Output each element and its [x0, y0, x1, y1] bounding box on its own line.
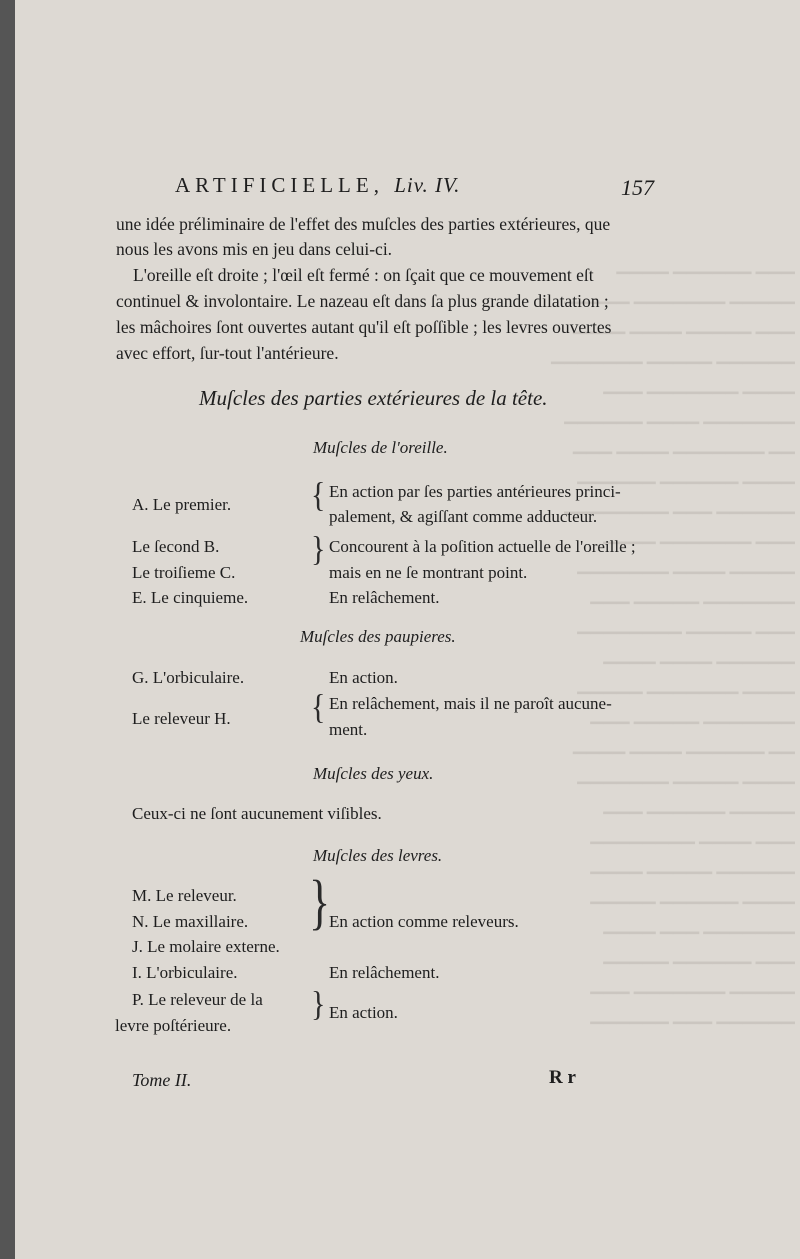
ear-second-label: Le ſecond B.	[132, 537, 220, 556]
lip-p-desc: En action.	[329, 1003, 398, 1022]
brace-icon: {	[311, 476, 326, 515]
brace-icon: }	[311, 530, 326, 569]
paragraph-line: avec effort, ſur-tout l'antérieure.	[116, 343, 339, 363]
brace-icon: }	[311, 985, 326, 1024]
page-number: 157	[621, 175, 654, 200]
bleed-through-shadow: ▁▁▁ ▁▁▁▁▁▁ ▁▁▁▁ ▁▁▁▁▁ ▁▁▁▁▁▁▁ ▁▁▁▁▁ ▁▁▁ ▁▁▁▁▁ ▁▁▁▁ ▁▁▁▁ ▁▁▁▁▁▁ ▁▁▁▁▁ ▁▁▁▁▁▁▁ ▁▁▁▁ ▁▁▁▁▁▁▁ ▁▁▁ ▁▁▁▁▁▁▁ ▁▁▁▁ ▁▁▁▁▁▁ ▁▁ ▁▁▁▁▁▁▁ ▁▁▁▁ ▁▁▁ ▁▁▁▁ ▁▁▁▁▁▁ ▁▁▁▁▁▁ ▁▁▁▁▁▁ ▁▁▁ ▁▁▁▁▁▁▁▁ ▁▁▁ ▁▁▁▁▁▁▁ ▁▁▁▁ ▁▁▁▁▁ ▁▁▁▁ ▁▁▁▁▁▁▁ ▁▁▁▁▁▁▁ ▁▁▁▁▁ ▁▁▁ ▁▁▁ ▁▁▁▁▁ ▁▁▁▁▁▁▁▁ ▁▁▁▁▁▁ ▁▁▁▁ ▁▁▁▁ ▁▁▁▁ ▁▁▁▁▁▁▁ ▁▁▁▁▁ ▁▁▁▁▁▁▁ ▁▁▁▁▁ ▁▁▁ ▁▁ ▁▁▁▁▁▁ ▁▁▁▁ ▁▁▁▁ ▁▁▁▁ ▁▁▁▁▁ ▁▁▁▁▁▁▁ ▁▁▁▁▁ ▁▁▁▁▁▁ ▁▁▁ ▁▁▁ ▁▁▁▁ ▁▁▁▁▁▁▁▁ ▁▁▁▁▁▁ ▁▁▁▁▁ ▁▁▁▁ ▁▁▁▁ ▁▁▁▁▁▁ ▁▁▁▁▁ ▁▁▁▁▁▁▁ ▁▁▁ ▁▁▁▁ ▁▁▁ ▁▁▁▁▁▁ ▁▁▁▁▁ ▁▁▁▁▁ ▁▁▁▁▁▁▁ ▁▁▁ ▁▁▁▁▁▁ ▁▁▁ ▁▁▁▁▁▁	[551, 255, 795, 1024]
lip-p-label: levre poſtérieure.	[115, 1016, 232, 1035]
footer-volume: Tome II.	[132, 1070, 192, 1090]
paragraph-line: L'oreille eſt droite ; l'œil eſt fermé : on ſçait que ce mouvement eſt	[133, 265, 594, 285]
lip-j-label: J. Le molaire externe.	[132, 937, 280, 956]
header-book: Liv. IV.	[394, 173, 461, 197]
ear-premier-desc: palement, & agiſſant comme adducteur.	[329, 507, 598, 526]
eyelid-orbiculaire-label: G. L'orbiculaire.	[132, 668, 245, 687]
footer-signature: R r	[549, 1067, 576, 1088]
ear-cinquieme-label: E. Le cinquieme.	[132, 588, 249, 607]
ear-premier-label: A. Le premier.	[132, 495, 232, 514]
book-page	[15, 0, 800, 1259]
subheading-ear: Muſcles de l'oreille.	[313, 438, 448, 457]
lip-i-label: I. L'orbiculaire.	[132, 963, 238, 982]
subheading-lips: Muſcles des levres.	[313, 846, 443, 865]
running-header	[175, 173, 460, 198]
paragraph-line: une idée préliminaire de l'effet des muſcles des parties extérieures, que	[116, 214, 611, 234]
eyelid-releveur-desc: En relâchement, mais il ne paroît aucune-	[329, 694, 612, 713]
lip-i-desc: En relâchement.	[329, 963, 440, 982]
lip-group-desc: En action comme releveurs.	[329, 912, 519, 931]
section-title: Muſcles des parties extérieures de la tête.	[199, 386, 548, 410]
paragraph-line: continuel & involontaire. Le nazeau eſt dans ſa plus grande dilatation ;	[116, 291, 609, 311]
eyelid-orbiculaire-desc: En action.	[329, 668, 398, 687]
subheading-eyes: Muſcles des yeux.	[313, 764, 434, 783]
eyelid-releveur-label: Le releveur H.	[132, 709, 231, 728]
paragraph-line: nous les avons mis en jeu dans celui-ci.	[116, 239, 393, 259]
ear-second-desc: mais en ne ſe montrant point.	[329, 563, 528, 582]
brace-icon: }	[309, 868, 331, 937]
paragraph-line: les mâchoires ſont ouvertes autant qu'il eſt poſſible ; les levres ouvertes	[116, 317, 612, 337]
ear-second-desc: Concourent à la poſition actuelle de l'oreille ;	[329, 537, 636, 556]
lip-n-label: N. Le maxillaire.	[132, 912, 249, 931]
eyes-text: Ceux-ci ne ſont aucunement viſibles.	[132, 804, 382, 823]
ear-cinquieme-desc: En relâchement.	[329, 588, 440, 607]
lip-m-label: M. Le releveur.	[132, 886, 237, 905]
ear-premier-desc: En action par ſes parties antérieures princi-	[329, 482, 621, 501]
brace-icon: {	[311, 688, 326, 727]
header-title: ARTIFICIELLE,	[175, 173, 384, 197]
ear-troisieme-label: Le troiſieme C.	[132, 563, 236, 582]
subheading-eyelids: Muſcles des paupieres.	[300, 627, 456, 646]
eyelid-releveur-desc: ment.	[329, 720, 368, 739]
lip-p-label: P. Le releveur de la	[132, 990, 263, 1009]
